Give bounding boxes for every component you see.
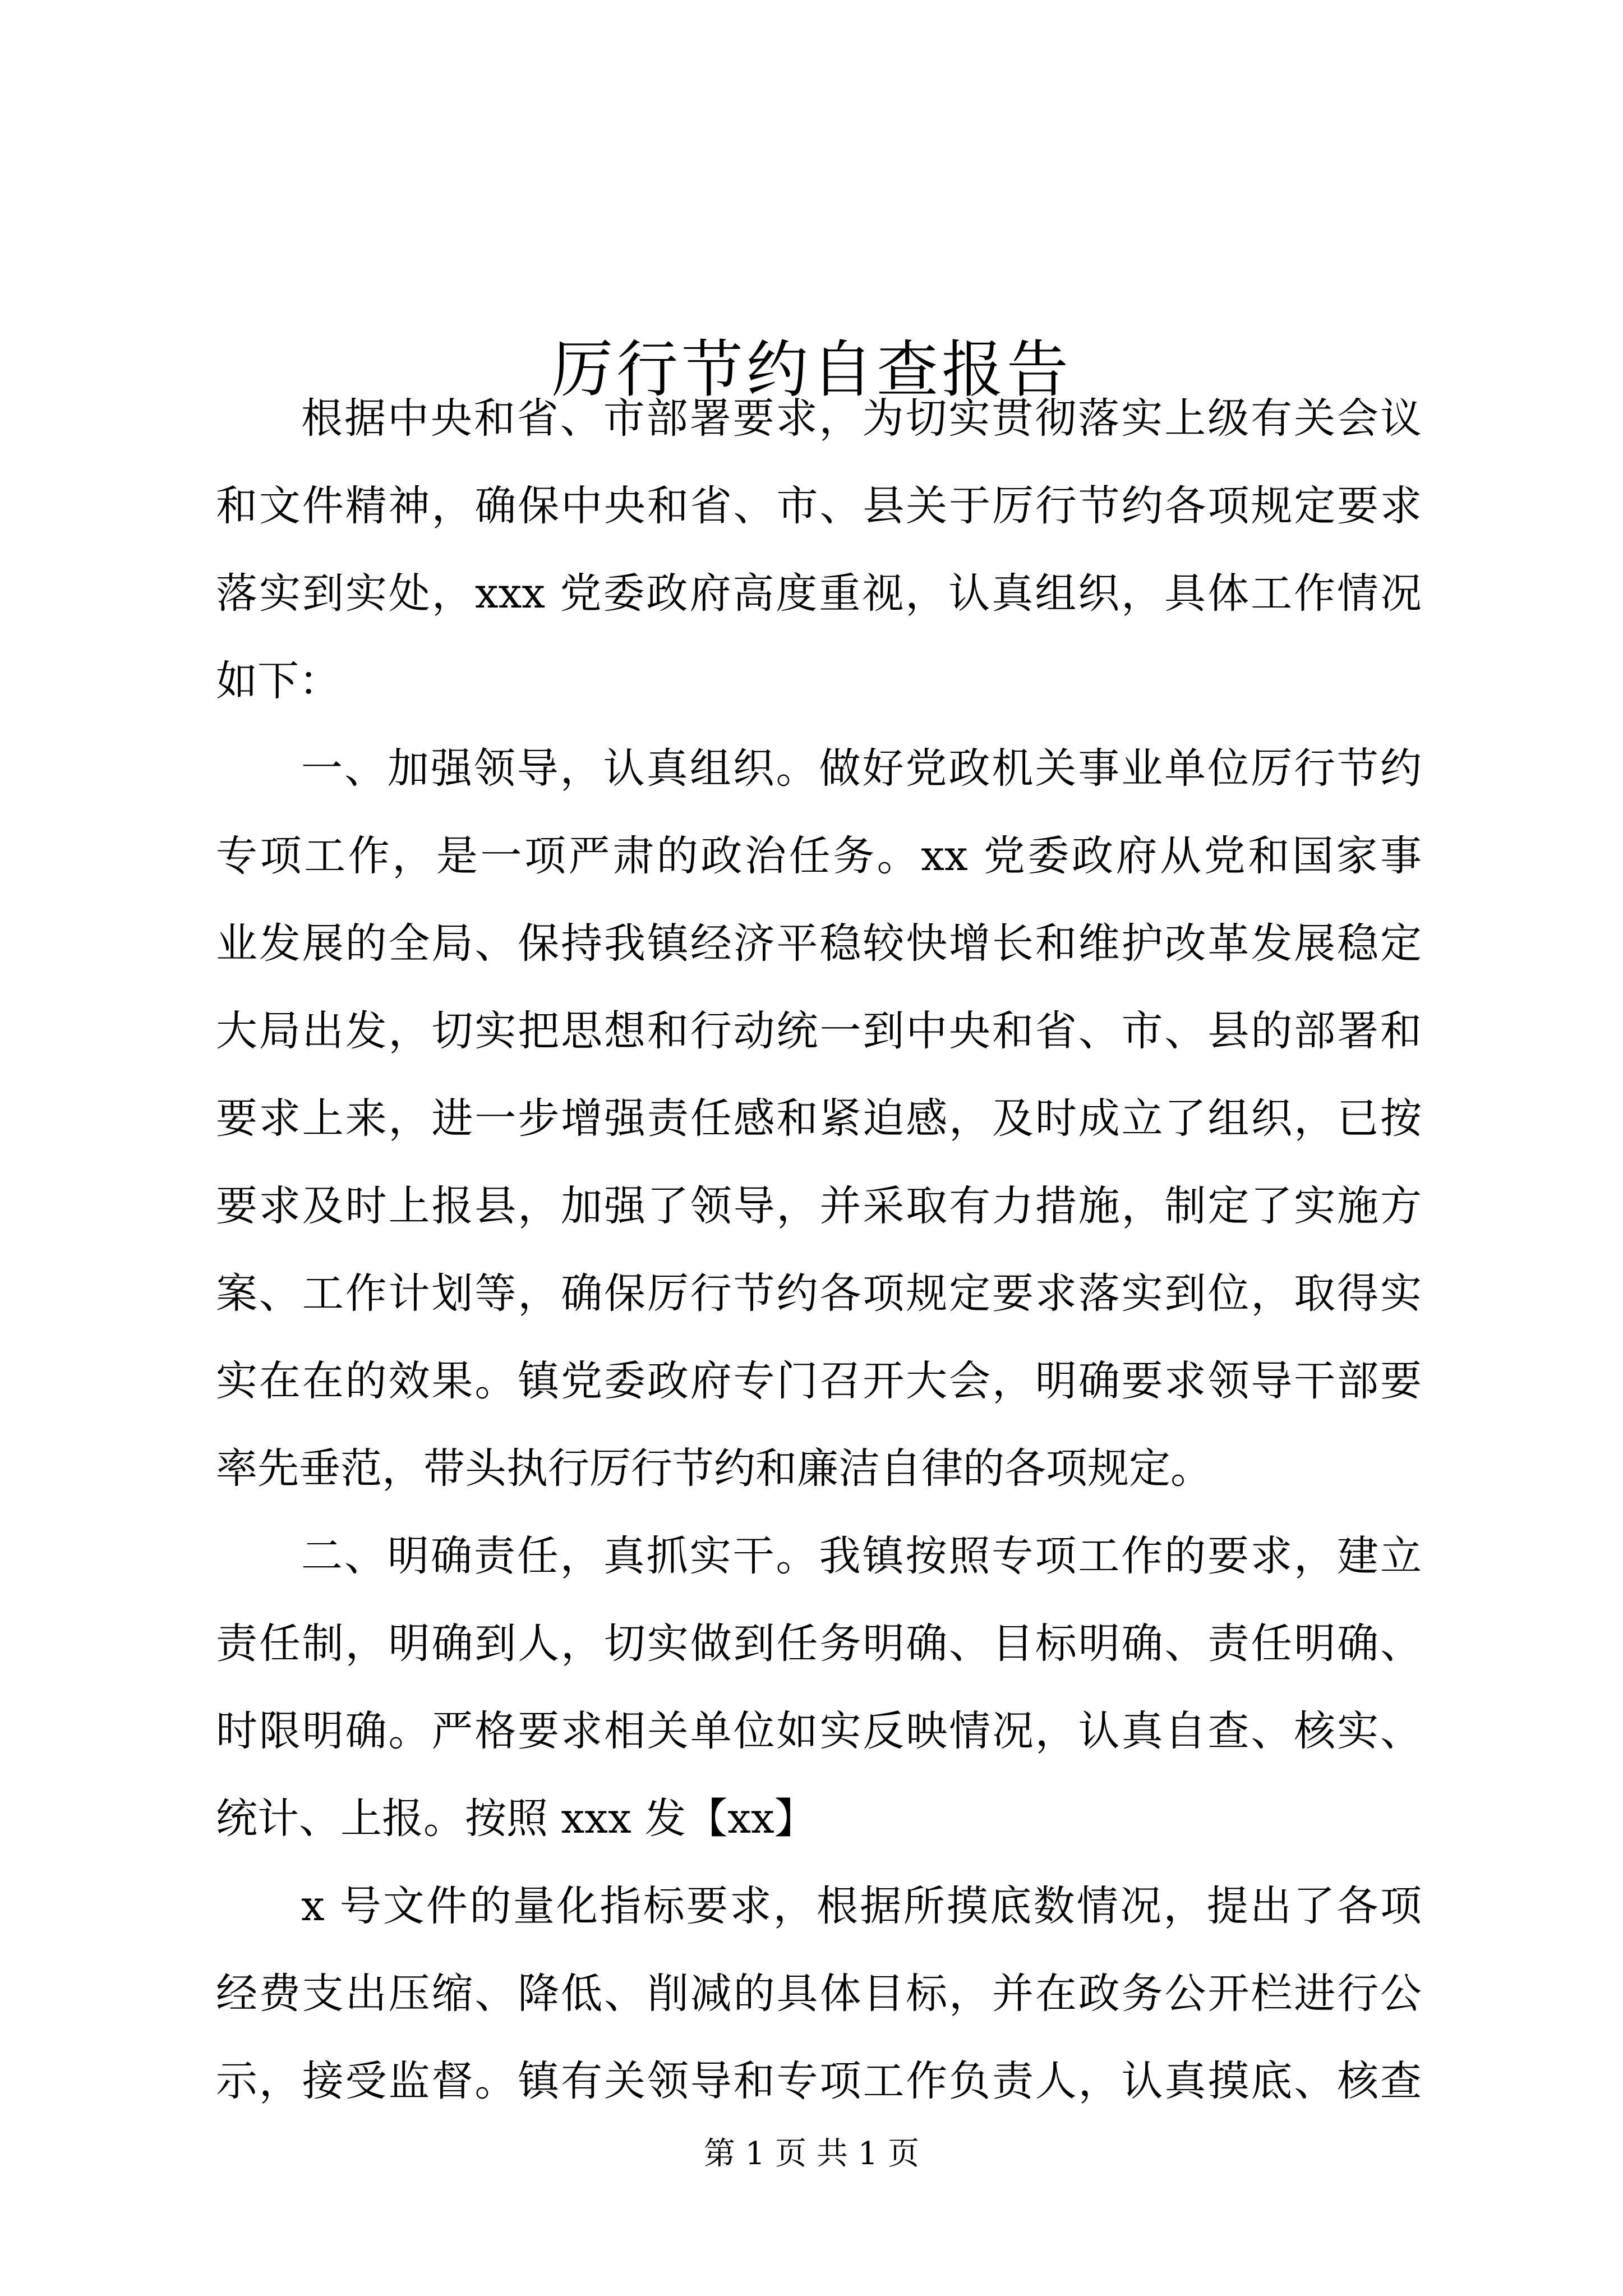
page-footer: 第 1 页 共 1 页	[703, 2136, 920, 2172]
paragraph-line: 示，接受监督。镇有关领导和专项工作负责人，认真摸底、核查	[216, 2057, 1422, 2105]
paragraph-line: 业发展的全局、保持我镇经济平稳较快增长和维护改革发展稳定	[216, 919, 1422, 968]
paragraph-line: 时限明确。严格要求相关单位如实反映情况，认真自查、核实、	[216, 1707, 1422, 1755]
paragraph-line: 责任制，明确到人，切实做到任务明确、目标明确、责任明确、	[216, 1619, 1422, 1668]
paragraph-line: 案、工作计划等，确保厉行节约各项规定要求落实到位，取得实	[216, 1269, 1422, 1318]
paragraph-line: 落实到实处，xxx 党委政府高度重视，认真组织，具体工作情况	[216, 569, 1422, 618]
paragraph-line: 率先垂范，带头执行厉行节约和廉洁自律的各项规定。	[216, 1444, 1212, 1493]
paragraph-line: 要求上来，进一步增强责任感和紧迫感，及时成立了组织，已按	[216, 1094, 1422, 1143]
paragraph-line: 根据中央和省、市部署要求，为切实贯彻落实上级有关会议	[301, 394, 1422, 443]
paragraph-line: 二、明确责任，真抓实干。我镇按照专项工作的要求，建立	[301, 1532, 1422, 1580]
paragraph-line: 一、加强领导，认真组织。做好党政机关事业单位厉行节约	[301, 744, 1422, 793]
paragraph-line: 如下：	[216, 657, 340, 705]
paragraph-line: 专项工作，是一项严肃的政治任务。xx 党委政府从党和国家事	[216, 832, 1422, 880]
paragraph-line: 实在在的效果。镇党委政府专门召开大会，明确要求领导干部要	[216, 1357, 1422, 1405]
paragraph-line: 大局出发，切实把思想和行动统一到中央和省、市、县的部署和	[216, 1007, 1422, 1055]
paragraph-line: 统计、上报。按照 xxx 发【xx】	[216, 1795, 816, 1843]
paragraph-line: 和文件精神，确保中央和省、市、县关于厉行节约各项规定要求	[216, 482, 1422, 530]
document-body	[216, 375, 1422, 2125]
document-title: 厉行节约自查报告	[551, 333, 1072, 406]
paragraph-line: 经费支出压缩、降低、削减的具体目标，并在政务公开栏进行公	[216, 1970, 1422, 2018]
paragraph-line: 要求及时上报县，加强了领导，并采取有力措施，制定了实施方	[216, 1182, 1422, 1230]
paragraph-line: x 号文件的量化指标要求，根据所摸底数情况，提出了各项	[301, 1882, 1422, 1930]
